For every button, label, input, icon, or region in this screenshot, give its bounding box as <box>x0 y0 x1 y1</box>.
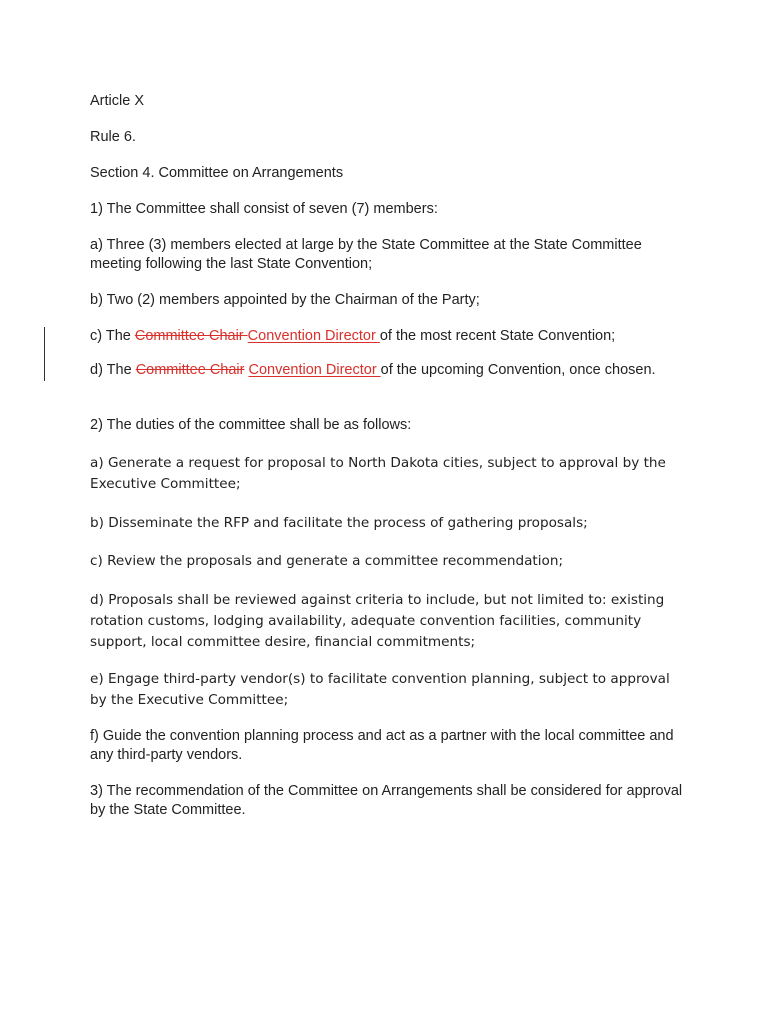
duty-f: f) Guide the convention planning process and act as a partner with the local committee and any third-party vendors. <box>90 728 674 763</box>
duty-a: a) Generate a request for proposal to North Dakota cities, subject to approval by the Executive Committee; <box>90 455 666 492</box>
item-d <box>90 361 690 380</box>
paragraph-3: 3) The recommendation of the Committee on Arrangements shall be considered for approval by the State Committee. <box>90 783 683 818</box>
item-d-inserted-text: Convention Director <box>248 362 381 378</box>
item-b: b) Two (2) members appointed by the Chairman of the Party; <box>90 292 480 308</box>
article-heading: Article X <box>90 93 144 109</box>
item-c-prefix: c) The <box>90 328 135 344</box>
item-d-deleted-text: Committee Chair <box>135 362 245 378</box>
duty-b: b) Disseminate the RFP and facilitate the process of gathering proposals; <box>90 515 588 531</box>
item-c-deleted-text: Committee Chair <box>134 328 248 344</box>
paragraph-1: 1) The Committee shall consist of seven (7) members: <box>90 201 438 217</box>
item-d-suffix: of the upcoming Convention, once chosen. <box>380 362 656 378</box>
rule-heading: Rule 6. <box>90 129 136 145</box>
duty-d: d) Proposals shall be reviewed against criteria to include, but not limited to: existing rotation customs, lodging availability, adequate convention facilities, community support, local committee desire, financial commitments; <box>90 592 665 650</box>
item-a: a) Three (3) members elected at large by the State Committee at the State Committee meeting following the last State Convention; <box>90 237 642 272</box>
item-d-prefix: d) The <box>90 362 136 378</box>
duty-e: e) Engage third-party vendor(s) to facilitate convention planning, subject to approval by the Executive Committee; <box>90 671 670 708</box>
item-c-suffix: of the most recent State Convention; <box>379 328 616 344</box>
item-c <box>90 327 690 346</box>
item-c-inserted-text: Convention Director <box>247 328 380 344</box>
change-bar <box>44 327 45 381</box>
duty-c: c) Review the proposals and generate a committee recommendation; <box>90 553 564 569</box>
paragraph-2: 2) The duties of the committee shall be as follows: <box>90 417 412 433</box>
section-heading: Section 4. Committee on Arrangements <box>90 165 344 181</box>
